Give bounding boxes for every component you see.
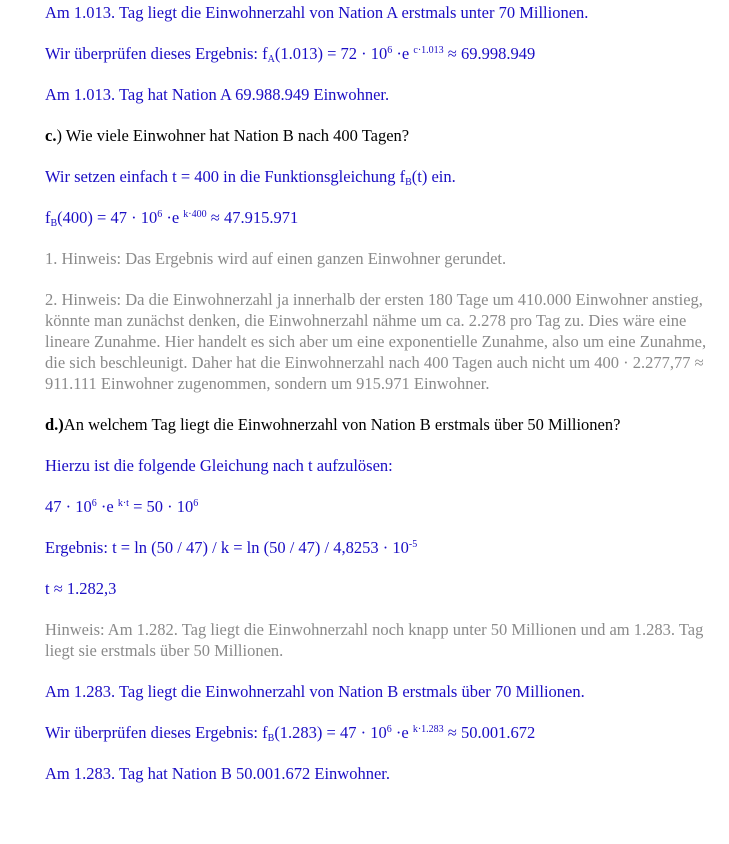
result-value: t ≈ 1.282,3	[45, 579, 117, 598]
text-segment: 47 · 10	[45, 497, 92, 516]
subscript: B	[405, 177, 412, 188]
superscript: 6	[386, 724, 392, 735]
verification-nation-b	[45, 722, 717, 743]
superscript: k·1.283	[412, 724, 444, 735]
question-label: c.	[45, 126, 57, 145]
hint-3: Hinweis: Am 1.282. Tag liegt die Einwohnerzahl noch knapp unter 50 Millionen und am 1.283. Tag liegt sie erstmals über 50 Millionen.	[45, 620, 704, 660]
question-text: An welchem Tag liegt die Einwohnerzahl von Nation B erstmals über 50 Millionen?	[63, 415, 621, 434]
text-segment: (1.283) = 47 · 10	[274, 723, 387, 742]
hint-2: 2. Hinweis: Da die Einwohnerzahl ja innerhalb der ersten 180 Tage um 410.000 Einwohner anstieg, könnte man zunächst denken, die Einwohnerzahl nähme um ca. 2.278 pro Tag zu. Dies wäre eine lineare Zunahme. Hier handelt es sich aber um eine exponentielle Zunahme, also um eine Zunahme, die sich beschleunigt. Daher hat die Einwohnerzahl nach 400 Tagen auch nicht um 400 · 2.277,77 ≈ 911.111 Einwohner zugenommen, sondern um 915.971 Einwohner.	[45, 290, 707, 393]
conclusion-nation-a: Am 1.013. Tag hat Nation A 69.988.949 Einwohner.	[45, 85, 390, 104]
substitution-step	[45, 166, 717, 187]
text-segment: ≈ 47.915.971	[206, 208, 299, 227]
text-segment: Ergebnis: t = ln (50 / 47) / k = ln (50 / 47) / 4,8253 · 10	[45, 538, 409, 557]
superscript: k·t	[117, 498, 129, 509]
text-segment: ≈ 50.001.672	[443, 723, 536, 742]
text-segment: ·e	[391, 723, 413, 742]
document-body	[45, 2, 717, 804]
superscript: 6	[157, 209, 163, 220]
superscript: c·1.013	[413, 45, 444, 56]
question-c	[45, 125, 717, 146]
text-segment: (400) = 47 · 10	[57, 208, 158, 227]
superscript: -5	[408, 539, 418, 550]
hint-1: 1. Hinweis: Das Ergebnis wird auf einen ganzen Einwohner gerundet.	[45, 249, 507, 268]
text-segment: ·e	[392, 44, 414, 63]
text-segment: Wir überprüfen dieses Ergebnis: f	[45, 723, 268, 742]
question-text: ) Wie viele Einwohner hat Nation B nach 400 Tagen?	[56, 126, 410, 145]
text-segment: (t) ein.	[411, 167, 456, 186]
superscript: 6	[91, 498, 97, 509]
conclusion-nation-b: Am 1.283. Tag hat Nation B 50.001.672 Einwohner.	[45, 764, 391, 783]
text-segment: ·e	[162, 208, 184, 227]
superscript: 6	[387, 45, 393, 56]
text-segment: f	[45, 208, 51, 227]
result-formula	[45, 537, 717, 558]
result-statement-nation-a: Am 1.013. Tag liegt die Einwohnerzahl von Nation A erstmals unter 70 Millionen.	[45, 3, 589, 22]
equation-intro: Hierzu ist die folgende Gleichung nach t aufzulösen:	[45, 456, 393, 475]
text-segment: = 50 · 10	[128, 497, 194, 516]
equation	[45, 496, 717, 517]
result-statement-nation-b: Am 1.283. Tag liegt die Einwohnerzahl von Nation B erstmals über 70 Millionen.	[45, 682, 585, 701]
text-segment: Wir überprüfen dieses Ergebnis: f	[45, 44, 268, 63]
subscript: A	[267, 54, 275, 65]
question-label: d.)	[45, 415, 64, 434]
superscript: 6	[193, 498, 199, 509]
text-segment: Wir setzen einfach t = 400 in die Funktionsgleichung f	[45, 167, 406, 186]
text-segment: (1.013) = 72 · 10	[274, 44, 388, 63]
calculation-400	[45, 207, 717, 228]
subscript: B	[267, 733, 275, 744]
question-d	[45, 414, 717, 435]
superscript: k·400	[183, 209, 207, 220]
subscript: B	[50, 218, 58, 229]
text-segment: ·e	[96, 497, 118, 516]
text-segment: ≈ 69.998.949	[443, 44, 536, 63]
verification-nation-a	[45, 43, 717, 64]
